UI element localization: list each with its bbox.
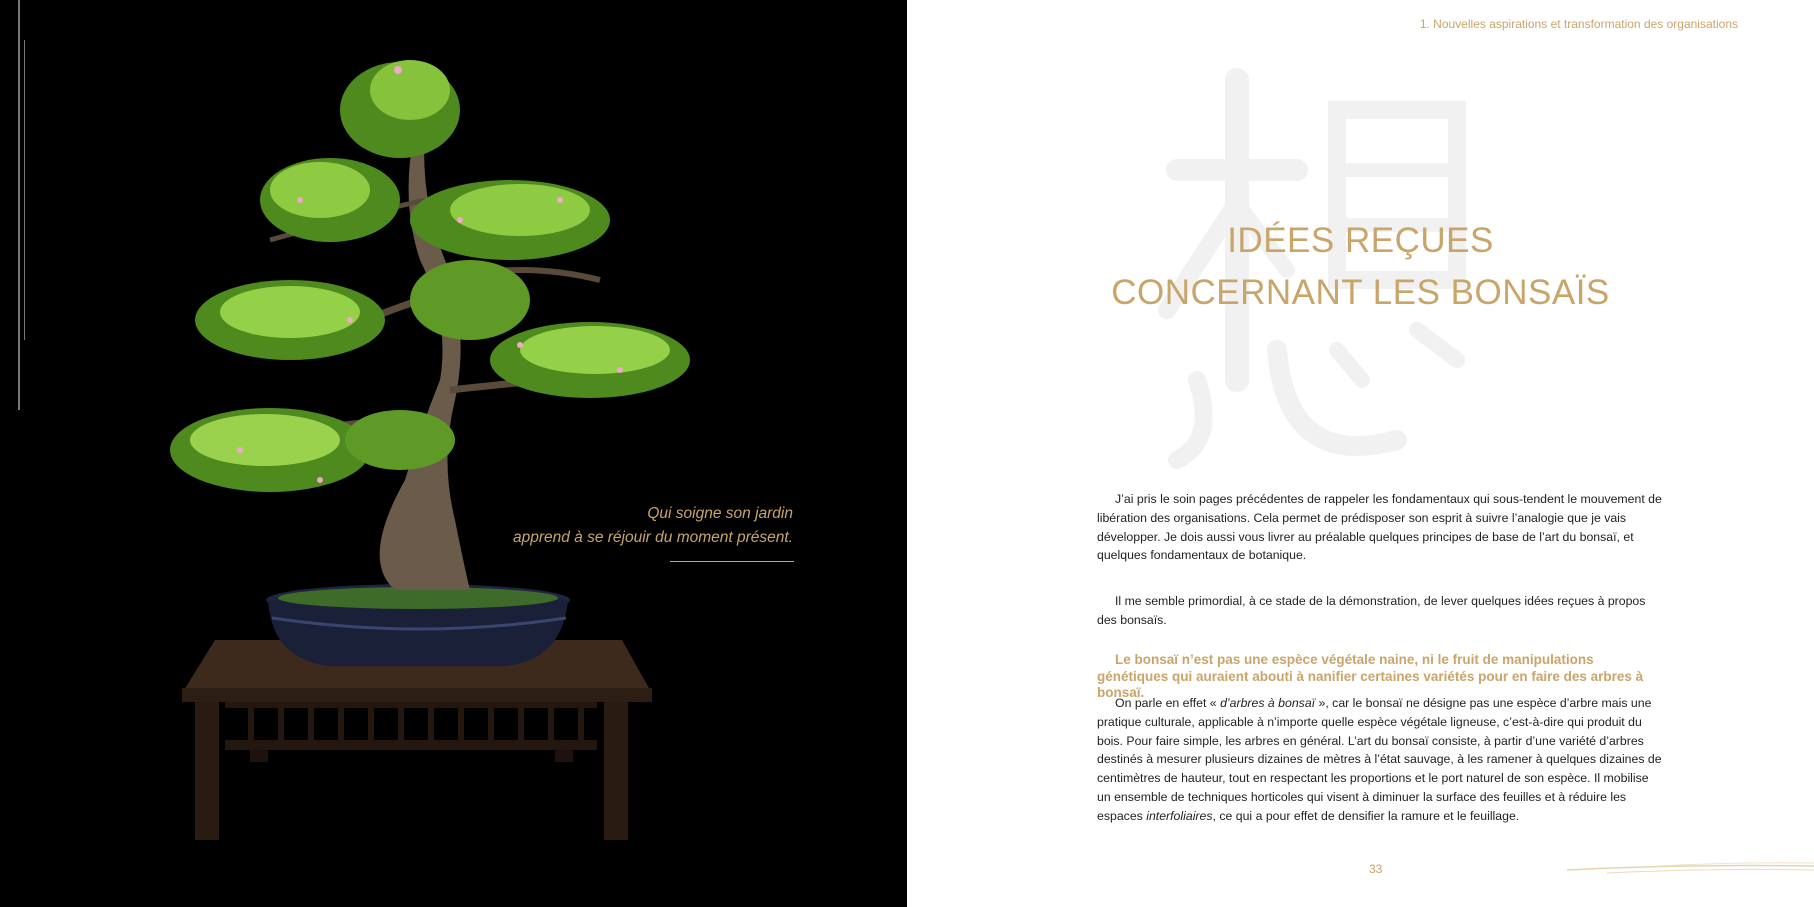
text-run: », car le bonsaï ne désigne pas une espèce d’arbre mais une pratique culturale, applicable à n’importe quelle espèce végétale ligneuse, c’est-à-dire qui produit du bois. Pour faire simple, les arbres en général. L’art du bonsaï consiste, à partir d’une variété d’arbres destinés à mesurer plusieurs dizaines de mètres à l’état sauvage, à les ramener à quelques dizaines de centimètres de hauteur, tout en respectant les proportions et le port naturel de son espèce. Il mobilise un ensemble de techniques horticoles qui visent à diminuer la surface des feuilles et à réduire les espaces xyxy=(1097,696,1662,823)
text-run: , ce qui a pour effet de densifier la ramure et le feuillage. xyxy=(1212,808,1520,823)
quote-rule xyxy=(670,561,794,562)
bonsai-foliage xyxy=(170,60,690,492)
brush-stroke xyxy=(1567,860,1814,876)
paragraph xyxy=(1097,490,1663,565)
bonsai-pot xyxy=(266,584,570,666)
paragraph-text: Il me semble primordial, à ce stade de la démonstration, de lever quelques idées reçues à propos des bonsaïs. xyxy=(1097,594,1646,627)
running-head: 1. Nouvelles aspirations et transformation des organisations xyxy=(1419,17,1738,31)
quote-line: apprend à se réjouir du moment présent. xyxy=(512,529,793,546)
paragraph-text: J’ai pris le soin pages précédentes de rappeler les fondamentaux qui sous-tendent le mouvement de libération des organisations. Cela permet de prédisposer son esprit à suivre l’analogie que je vais développer. Je dois aussi vous livrer au préalable quelques principes de base de l’art du bonsaï, et quelques fondamentaux de botanique. xyxy=(1097,492,1662,563)
title-line: CONCERNANT LES BONSAÏS xyxy=(1111,273,1610,312)
paragraph-text xyxy=(1097,694,1663,826)
wooden-table xyxy=(182,640,652,840)
paragraph xyxy=(1097,592,1663,630)
title-line: IDÉES REÇUES xyxy=(1227,221,1494,260)
highlight-statement: Le bonsaï n’est pas une espèce végétale naine, ni le fruit de manipulations génétiques qui auraient abouti à nanifier certaines variétés pour en faire des arbres à bonsaï. xyxy=(1097,652,1644,700)
quote xyxy=(513,502,793,550)
emphasis: interfoliaires xyxy=(1146,808,1213,823)
quote-line: Qui soigne son jardin xyxy=(647,505,793,522)
page-number: 33 xyxy=(1369,862,1383,876)
text-run: On parle en effet « xyxy=(1115,696,1221,710)
emphasis: d’arbres à bonsaï xyxy=(1220,696,1316,710)
paragraph xyxy=(1097,694,1663,826)
page-title xyxy=(907,215,1814,319)
right-page xyxy=(907,0,1814,907)
